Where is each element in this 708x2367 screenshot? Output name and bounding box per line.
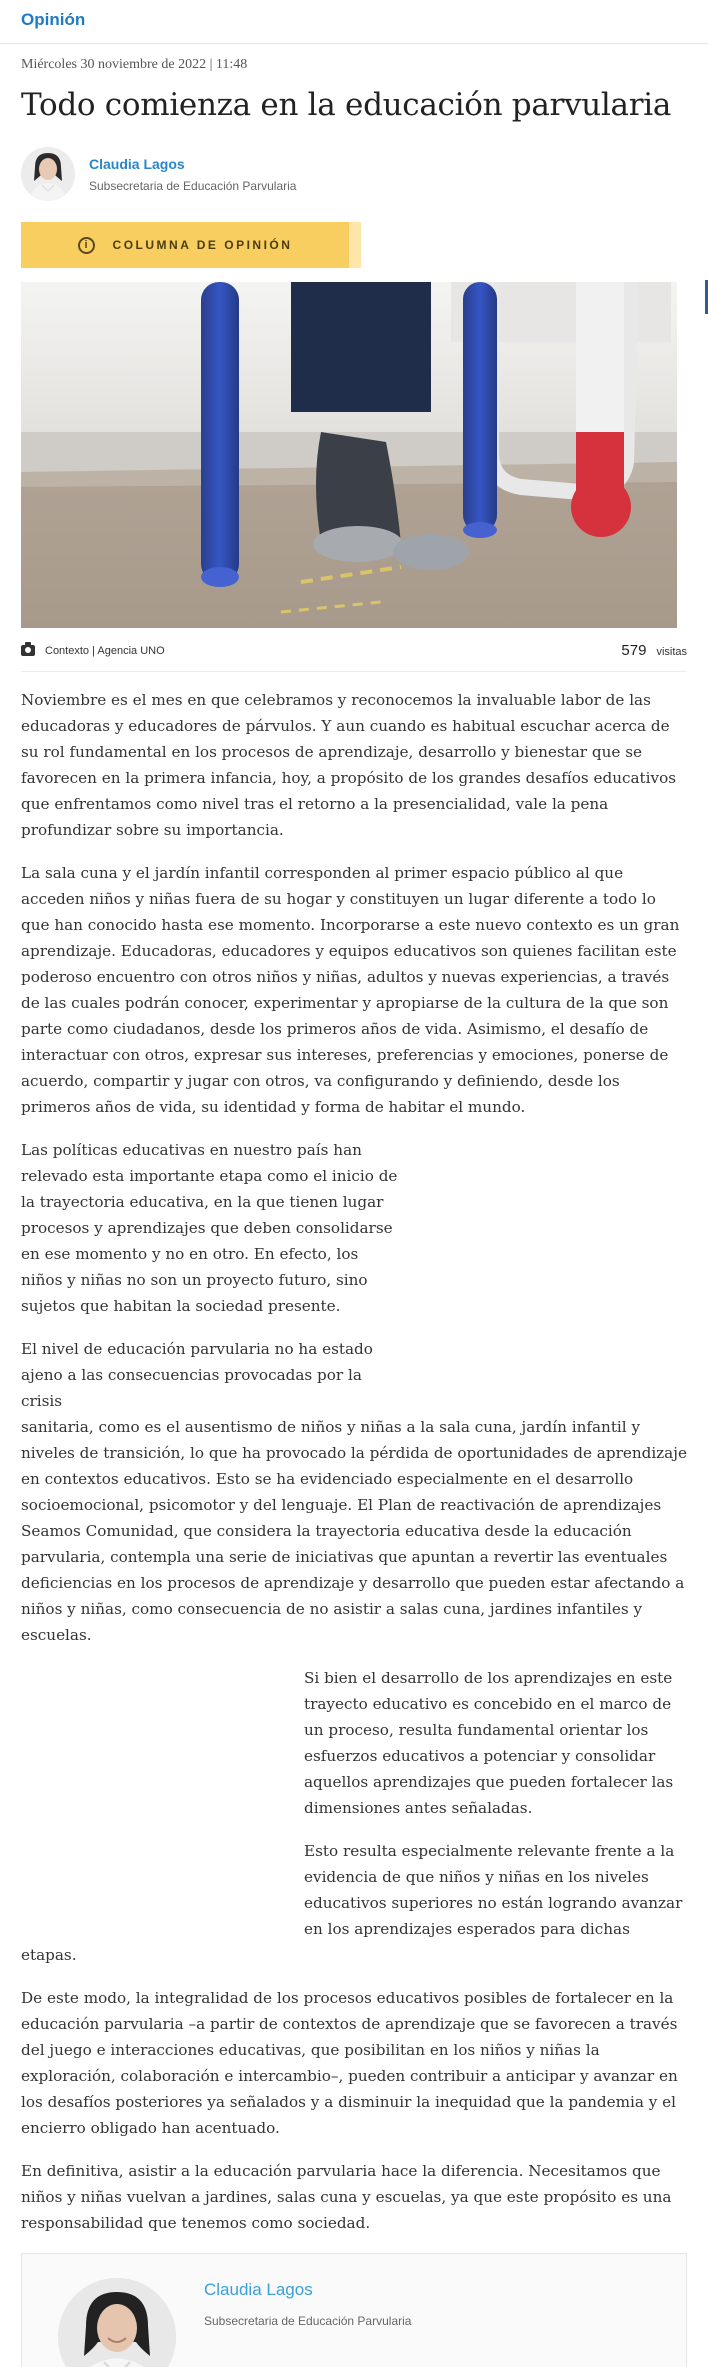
paragraph: Si bien el desarrollo de los aprendizajes en este trayecto educativo es concebido en el marco de un proceso, resulta fundamental orientar los esfuerzos educativos a potenciar y consolidar aquellos aprendizajes que pueden fortalecer las dimensiones antes señaladas.: [304, 1669, 674, 1817]
camera-icon: [21, 645, 35, 656]
author-card: [21, 2253, 687, 2367]
article: [0, 57, 708, 2367]
article-title: Todo comienza en la educación parvularia: [21, 87, 672, 123]
photo-caption: Contexto | Agencia UNO: [45, 644, 165, 657]
paragraph: El nivel de educación parvularia no ha estado ajeno a las consecuencias provocadas por la crisis: [21, 1340, 373, 1410]
opinion-column-badge: [21, 222, 349, 268]
visits-count: 579: [621, 642, 647, 659]
paragraph: De este modo, la integralidad de los procesos educativos posibles de fortalecer en la educación parvularia –a partir de contextos de aprendizaje que se favorecen a través del juego e interacciones educativas, que posibilitan en los niños y niñas la exploración, colaboración e intercambio–, pueden contribuir a anticipar y avanzar en los desafíos posteriores ya señalados y a disminuir la inequidad que la pandemia y el encierro obligado han acentuado.: [21, 1989, 678, 2137]
visit-counter: [621, 642, 687, 659]
paragraph: Las políticas educativas en nuestro país han relevado esta importante etapa como el inicio de la trayectoria educativa, en la que tienen lugar procesos y aprendizajes que deben consolidarse en ese momento y no en otro. En efecto, los niños y niñas no son un proyecto futuro, sino sujetos que habitan la sociedad presente.: [21, 1141, 398, 1315]
photo-caption-row: [21, 642, 687, 672]
info-icon: i: [78, 237, 95, 254]
badge-label: COLUMNA DE OPINIÓN: [112, 238, 293, 252]
ad-placeholder: [21, 1665, 304, 1933]
author-byline: [21, 146, 687, 202]
paragraph: Noviembre es el mes en que celebramos y reconocemos la invaluable labor de las educadoras y educadores de párvulos. Y aun cuando es habitual escuchar acerca de su rol fundamental en los procesos de aprendizaje, desarrollo y bienestar que se favorecen en la primera infancia, hoy, a propósito de los grandes desafíos educativos que enfrentamos como nivel tras el retorno a la presencialidad, vale la pena profundizar sobre su importancia.: [21, 691, 677, 839]
author-card-role: Subsecretaria de Educación Parvularia: [204, 2314, 412, 2328]
author-name-link[interactable]: Claudia Lagos: [89, 155, 185, 172]
paragraph: La sala cuna y el jardín infantil corresponden al primer espacio público al que acceden niños y niñas fuera de su hogar y constituyen un lugar diferente a todo lo que han conocido hasta ese momento. Incorporarse a este nuevo contexto es un gran aprendizaje. Educadoras, educadores y equipos educativos son quienes facilitan este poderoso encuentro con otros niños y niñas, adultos y nuevas experiencias, a través de las cuales podrán conocer, experimentar y apropiarse de la cultura de la que son parte como ciudadanos, desde los primeros años de vida. Asimismo, el desafío de interactuar con otros, expresar sus intereses, preferencias y emociones, ponerse de acuerdo, compartir y jugar con otros, va configurando y definiendo, desde los primeros años de vida, su identidad y forma de habitar el mundo.: [21, 864, 680, 1116]
article-photo: [21, 282, 677, 628]
author-role: Subsecretaria de Educación Parvularia: [89, 178, 297, 193]
author-card-avatar[interactable]: [58, 2278, 176, 2367]
section-link-opinion[interactable]: Opinión: [21, 10, 86, 29]
paragraph: En definitiva, asistir a la educación parvularia hace la diferencia. Necesitamos que niños y niñas vuelvan a jardines, salas cuna y escuelas, ya que este propósito es una responsabilidad que tenemos como sociedad.: [21, 2162, 672, 2232]
author-avatar[interactable]: [21, 147, 75, 201]
article-body: [21, 687, 687, 2236]
top-bar: [0, 0, 708, 44]
paragraph: Esto resulta especialmente relevante frente a la evidencia de que niños y niñas en los niveles educativos superiores no están logrando avanzar en los aprendizajes esperados para dichas etapas.: [21, 1842, 683, 1964]
paragraph: sanitaria, como es el ausentismo de niños y niñas a la sala cuna, jardín infantil y niveles de transición, lo que ha provocado la pérdida de oportunidades de aprendizaje en contextos educativos. Esto se ha evidenciado especialmente en el desarrollo socioemocional, psicomotor y del lenguaje. El Plan de reactivación de aprendizajes Seamos Comunidad, que considera la trayectoria educativa desde la educación parvularia, contempla una serie de iniciativas que apuntan a revertir las eventuales deficiencias en los procesos de aprendizaje y desarrollo que pueden estar afectando a niños y niñas, como consecuencia de no asistir a salas cuna, jardines infantiles y escuelas.: [21, 1418, 687, 1644]
article-date: Miércoles 30 noviembre de 2022 | 11:48: [21, 57, 248, 72]
author-card-name-link[interactable]: Claudia Lagos: [204, 2280, 313, 2299]
visits-label: visitas: [656, 646, 687, 658]
